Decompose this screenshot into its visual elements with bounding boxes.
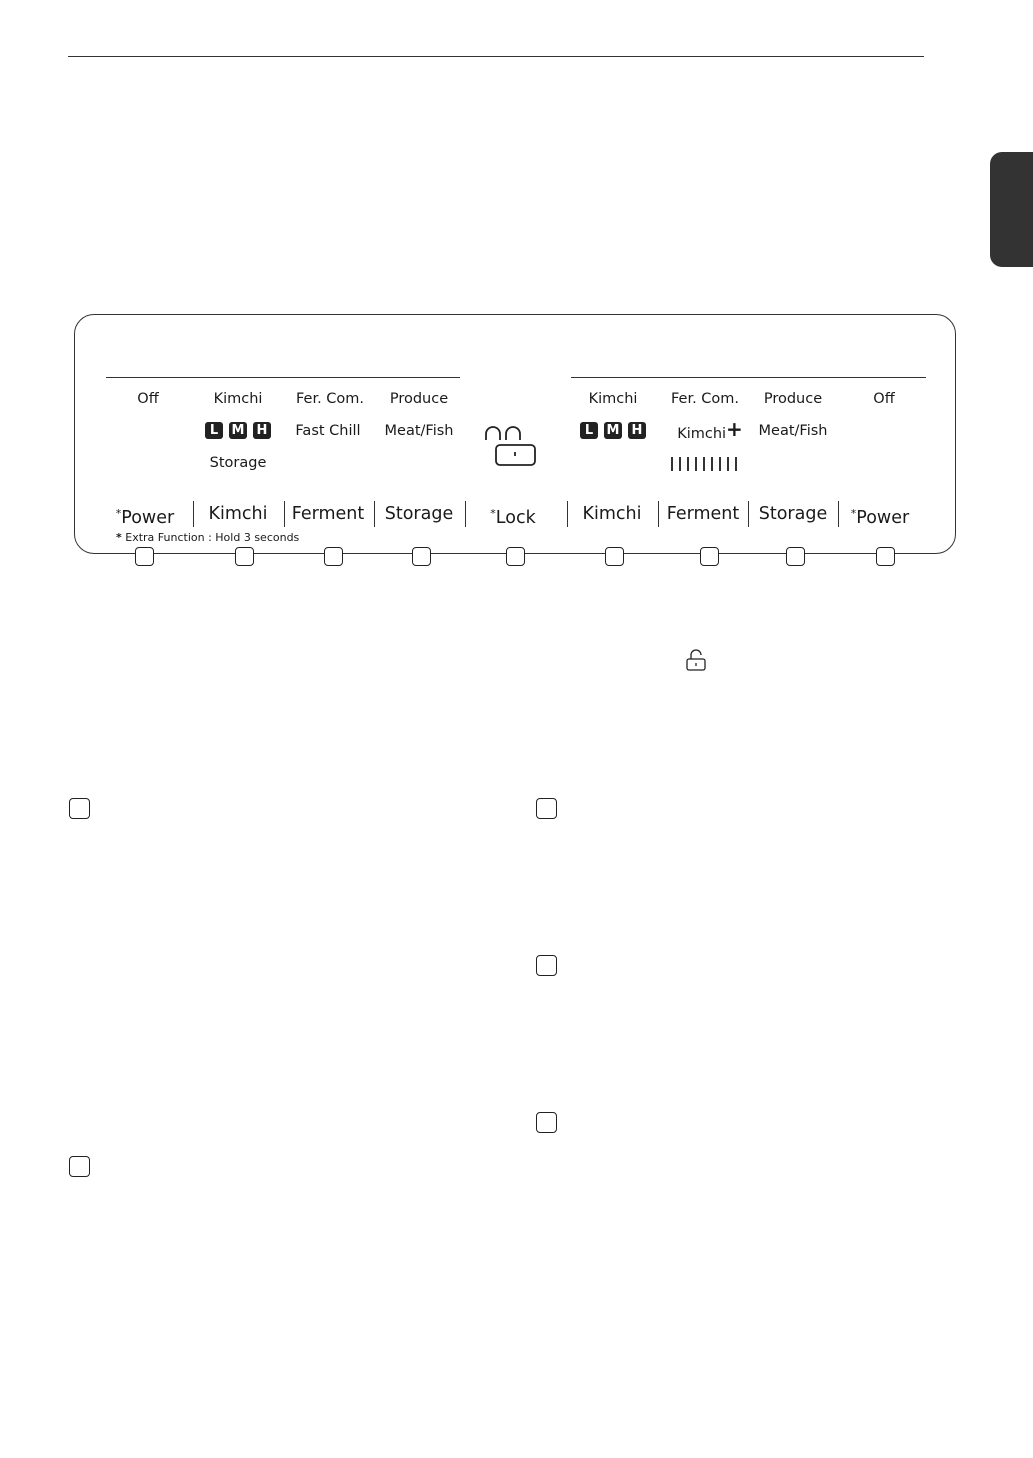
button-text: Kimchi [582,504,642,524]
level-m-indicator: M [604,422,622,439]
button-text: Ferment [666,504,740,524]
fermentation-level-bar [711,457,713,471]
right-meat-fish-label: Meat/Fish [758,423,828,439]
lock-indicator-icon [482,424,540,468]
fermentation-level-bar [727,457,729,471]
left-meat-fish-label: Meat/Fish [384,423,454,439]
asterisk: * [115,507,122,520]
plus-icon: + [726,417,743,441]
right-fer-com-label: Fer. Com. [670,391,740,407]
left-produce-label: Produce [389,391,449,407]
fermentation-level-bars [671,457,737,471]
right-section-line [571,377,926,378]
right-produce-label: Produce [763,391,823,407]
ferment-key[interactable] [700,547,719,566]
asterisk: * [850,507,857,520]
level-m-indicator: M [229,422,247,439]
left-kimchi-label: Kimchi [213,391,263,407]
button-divider [658,501,659,527]
button-divider [838,501,839,527]
extra-function-note [116,531,299,545]
storage-button-label [385,503,453,525]
asterisk: * [116,531,122,544]
left-off-label: Off [137,391,159,407]
fast-chill-label: Fast Chill [295,423,361,439]
button-divider [567,501,568,527]
fermentation-level-bar [687,457,689,471]
kimchi-key[interactable] [605,547,624,566]
button-text: Ferment [291,504,365,524]
fermentation-level-bar [735,457,737,471]
power-key[interactable] [135,547,154,566]
right-off-label: Off [873,391,895,407]
callout-box [69,798,90,819]
button-text: Storage [758,504,828,524]
callout-box [536,798,557,819]
lock-button-label [490,503,535,529]
left-lmh-indicator [205,422,271,439]
left-fer-com-label: Fer. Com. [295,391,365,407]
ferment-key[interactable] [324,547,343,566]
button-text: Power [856,508,910,528]
button-text: Kimchi [208,504,268,524]
lock-key[interactable] [506,547,525,566]
storage-key[interactable] [412,547,431,566]
ferment-button-label [667,503,740,525]
fermentation-level-bar [671,457,673,471]
note-text: Extra Function : Hold 3 seconds [125,531,300,544]
asterisk: * [490,507,496,520]
button-divider [465,501,466,527]
button-divider [748,501,749,527]
button-divider [374,501,375,527]
storage-button-label [759,503,827,525]
fermentation-level-bar [719,457,721,471]
callout-box [536,1112,557,1133]
level-l-indicator: L [580,422,598,439]
power-button-label [116,503,174,529]
fermentation-level-bar [703,457,705,471]
kimchi-plus-label [677,417,743,443]
left-section-line [106,377,460,378]
power-key[interactable] [876,547,895,566]
button-divider [193,501,194,527]
button-text: Storage [384,504,454,524]
fermentation-level-bar [695,457,697,471]
level-h-indicator: H [628,422,646,439]
kimchi-plus-text: Kimchi [677,426,727,442]
left-storage-label: Storage [209,455,267,471]
storage-key[interactable] [786,547,805,566]
lock-icon [684,648,708,672]
right-lmh-indicator [580,422,646,439]
callout-box [69,1156,90,1177]
right-kimchi-label: Kimchi [588,391,638,407]
power-button-label [851,503,909,529]
button-text: Power [121,508,175,528]
page-top-rule [68,56,924,57]
fermentation-level-bar [679,457,681,471]
button-divider [284,501,285,527]
level-h-indicator: H [253,422,271,439]
kimchi-button-label [583,503,642,525]
kimchi-key[interactable] [235,547,254,566]
ferment-button-label [292,503,365,525]
callout-box [536,955,557,976]
kimchi-button-label [209,503,268,525]
level-l-indicator: L [205,422,223,439]
button-text: Lock [495,508,536,528]
language-side-tab [990,152,1033,267]
